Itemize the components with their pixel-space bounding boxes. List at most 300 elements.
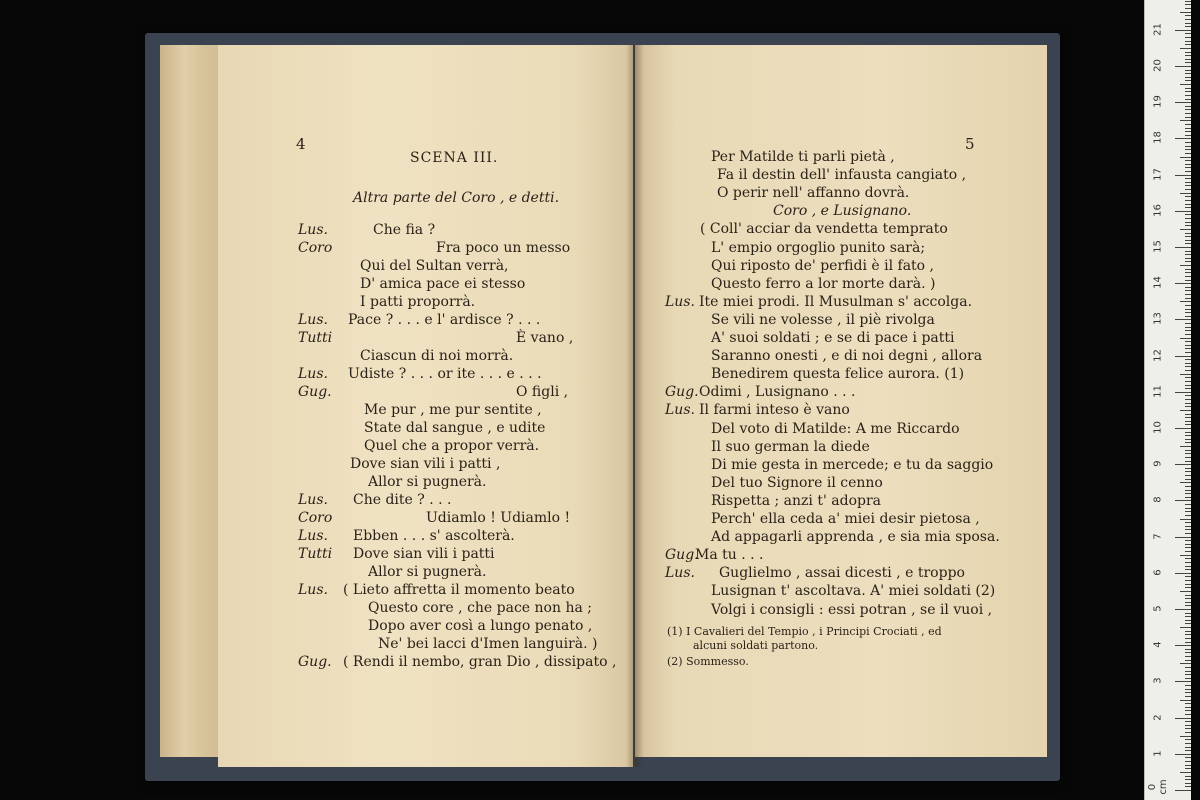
ruler-label: 4 [1152,641,1164,648]
ruler-tick [1185,196,1191,197]
ruler-tick [1185,511,1191,512]
ruler-tick [1185,294,1191,295]
ruler-tick [1185,417,1191,418]
ruler-label: 15 [1152,240,1164,253]
ruler-tick [1185,298,1191,299]
ruler-tick [1175,464,1191,465]
left-page [218,45,633,767]
ruler-tick [1185,424,1191,425]
ruler-tick [1180,772,1191,773]
ruler-tick [1185,714,1191,715]
ruler-label: 11 [1152,384,1164,398]
ruler-tick [1185,269,1191,270]
speaker-label: Lus. [298,492,328,508]
ruler-label: 10 [1152,421,1164,434]
ruler-tick [1185,728,1191,729]
ruler-tick [1185,334,1191,335]
ruler-tick [1185,222,1191,223]
ruler-tick [1185,471,1191,472]
ruler-tick [1185,124,1191,125]
ruler-tick [1185,450,1191,451]
ruler-tick [1185,660,1191,661]
ruler-tick [1185,117,1191,118]
ruler-label: 13 [1152,312,1164,326]
verse-line: Ciascun di noi morrà. [360,348,514,364]
verse-line: Benedirem questa felice aurora. (1) [711,366,965,383]
ruler-tick [1185,106,1191,107]
verse-line: Volgi i consigli : essi potran , se il vuoi , [711,601,993,618]
verse-line: Che fia ? [373,222,436,238]
ruler-tick [1185,569,1191,570]
speaker-label: Gug. [665,547,699,564]
ruler-tick [1185,280,1191,281]
ruler-tick [1185,33,1191,34]
verse-line: Perch' ella ceda a' miei desir pietosa , [711,511,980,527]
ruler-tick [1185,576,1191,577]
ruler-tick [1185,486,1191,487]
ruler-tick [1175,247,1191,248]
ruler-tick [1185,135,1191,136]
speaker-label: Tutti [298,330,333,346]
verse-line: Del voto di Matilde: A me Riccardo [711,420,960,437]
ruler-label: 20 [1152,59,1164,72]
ruler-tick [1185,167,1191,168]
verse-line: Ma tu . . . [695,547,764,564]
ruler-tick [1185,185,1191,186]
ruler-tick [1185,667,1191,668]
verse-line: O perir nell' affanno dovrà. [717,185,910,202]
ruler-label: 17 [1152,167,1164,181]
stage-direction: Coro , e Lusignano. [773,203,912,220]
verse-line: L' empio orgoglio punito sarà; [711,239,926,256]
ruler-tick [1185,678,1191,679]
ruler-tick [1185,710,1191,711]
ruler-tick [1185,707,1191,708]
measuring-ruler [1144,0,1191,800]
ruler-tick [1185,363,1191,364]
ruler-tick [1180,555,1191,556]
ruler-label: 1 [1152,750,1164,757]
ruler-label: 16 [1152,203,1164,217]
right-page [635,45,1047,757]
ruler-tick [1185,406,1191,407]
ruler-tick [1185,631,1191,632]
verse-line: Del tuo Signore il cenno [711,474,883,491]
ruler-tick [1185,468,1191,469]
ruler-tick [1175,790,1191,791]
ruler-tick [1185,649,1191,650]
ruler-label: 19 [1152,95,1164,109]
ruler-tick [1185,432,1191,433]
verse-line: Quel che a propor verrà. [364,438,540,454]
ruler-tick [1185,385,1191,386]
ruler-tick [1185,309,1191,310]
ruler-tick [1180,120,1191,121]
ruler-tick [1175,283,1191,284]
ruler-tick [1185,696,1191,697]
speaker-label: Coro [298,240,333,256]
ruler-tick [1185,381,1191,382]
verse-line: ( Lieto affretta il momento beato [343,582,575,598]
ruler-tick [1185,19,1191,20]
ruler-tick [1185,479,1191,480]
verse-line: Rispetta ; anzi t' adopra [711,492,881,509]
ruler-tick [1185,439,1191,440]
book-gutter [626,45,644,767]
ruler-tick [1180,700,1191,701]
verse-line: Ne' bei lacci d'Imen languirà. ) [378,636,598,652]
ruler-tick [1185,109,1191,110]
verse-line: Guglielmo , assai dicesti , e troppo [719,565,965,582]
ruler-tick [1185,671,1191,672]
ruler-tick [1185,251,1191,252]
speaker-label: Lus. [298,582,328,598]
ruler-tick [1180,193,1191,194]
verse-line: Ite miei prodi. Il Musulman s' accolga. [699,293,973,310]
verse-line: Saranno onesti , e di noi degni , allora [711,348,983,365]
ruler-tick [1185,359,1191,360]
ruler-tick [1185,395,1191,396]
ruler-tick [1185,207,1191,208]
ruler-tick [1185,23,1191,24]
ruler-tick [1180,157,1191,158]
ruler-tick [1180,48,1191,49]
ruler-tick [1185,623,1191,624]
ruler-tick [1185,218,1191,219]
speaker-label: Lus. [665,402,695,419]
ruler-tick [1185,243,1191,244]
ruler-tick [1185,62,1191,63]
ruler-tick [1185,674,1191,675]
speaker-label: Lus. [298,312,328,328]
ruler-tick [1185,131,1191,132]
ruler-tick [1185,352,1191,353]
ruler-tick [1175,319,1191,320]
ruler-tick [1185,146,1191,147]
ruler-tick [1175,66,1191,67]
ruler-tick [1180,482,1191,483]
ruler-tick [1185,522,1191,523]
verse-line: Fra poco un messo [436,240,571,256]
ruler-tick [1185,88,1191,89]
ruler-tick [1185,290,1191,291]
ruler-tick [1180,12,1191,13]
verse-line: Se vili ne volesse , il piè rivolga [711,311,935,328]
ruler-tick [1185,634,1191,635]
ruler-tick [1185,99,1191,100]
ruler-tick [1185,171,1191,172]
ruler-tick [1185,44,1191,45]
verse-line: Questo core , che pace non ha ; [368,600,592,616]
ruler-tick [1185,41,1191,42]
ruler-tick [1180,84,1191,85]
left-page-number: 4 [296,135,306,153]
verse-line: Me pur , me pur sentite , [364,402,542,418]
ruler-tick [1180,519,1191,520]
ruler-tick [1185,73,1191,74]
ruler-tick [1185,399,1191,400]
ruler-tick [1175,356,1191,357]
ruler-tick [1185,341,1191,342]
ruler-tick [1185,261,1191,262]
ruler-tick [1180,663,1191,664]
verse-line: Il farmi inteso è vano [699,402,850,419]
ruler-tick [1185,26,1191,27]
ruler-tick [1185,80,1191,81]
verse-line: Di mie gesta in mercede; e tu da saggio [711,456,994,473]
ruler-tick [1175,754,1191,755]
verse-line: Lusignan t' ascoltava. A' miei soldati (2) [711,583,996,600]
ruler-tick [1185,453,1191,454]
verse-line: Odimi , Lusignano . . . [699,384,856,401]
ruler-tick [1185,616,1191,617]
ruler-tick [1185,739,1191,740]
ruler-label: 5 [1152,605,1164,612]
verse-line: Dove sian vili i patti [353,546,495,562]
ruler-tick [1185,656,1191,657]
ruler-tick [1185,236,1191,237]
footnote-2: (2) Sommesso. [667,655,749,668]
right-page-number: 5 [965,135,975,153]
ruler-tick [1185,442,1191,443]
ruler-tick [1185,515,1191,516]
ruler-tick [1185,240,1191,241]
ruler-tick [1185,689,1191,690]
ruler-tick [1185,70,1191,71]
ruler-tick [1185,551,1191,552]
ruler-tick [1185,258,1191,259]
ruler-tick [1185,77,1191,78]
ruler-tick [1185,178,1191,179]
ruler-tick [1185,779,1191,780]
ruler-tick [1185,497,1191,498]
speaker-label: Gug. [298,654,332,670]
ruler-tick [1175,609,1191,610]
verse-line: Dove sian vili i patti , [350,456,501,472]
ruler-tick [1185,504,1191,505]
ruler-tick [1185,757,1191,758]
ruler-tick [1185,638,1191,639]
ruler-tick [1185,595,1191,596]
ruler-tick [1185,768,1191,769]
footnote-1-cont: alcuni soldati partono. [693,639,819,652]
verse-line: I patti proporrà. [360,294,476,310]
ruler-tick [1185,529,1191,530]
ruler-tick [1185,330,1191,331]
ruler-tick [1175,175,1191,176]
verse-line: D' amica pace ei stesso [360,276,526,292]
ruler-tick [1185,37,1191,38]
ruler-tick [1185,435,1191,436]
ruler-tick [1180,627,1191,628]
ruler-tick [1185,370,1191,371]
verse-line: Pace ? . . . e l' ardisce ? . . . [348,312,541,328]
ruler-label: 7 [1152,532,1164,540]
ruler-tick [1185,421,1191,422]
speaker-label: Lus. [665,293,695,310]
ruler-label: 18 [1152,131,1164,145]
ruler-tick [1185,323,1191,324]
ruler-tick [1180,410,1191,411]
ruler-tick [1175,500,1191,501]
verse-line: È vano , [516,330,574,346]
ruler-tick [1185,388,1191,389]
ruler-tick [1185,598,1191,599]
verse-line: Allor si pugnerà. [368,564,487,580]
ruler-tick [1185,508,1191,509]
ruler-tick [1185,272,1191,273]
ruler-tick [1185,750,1191,751]
ruler-tick [1185,327,1191,328]
ruler-tick [1185,457,1191,458]
ruler-tick [1185,703,1191,704]
verse-line: Qui del Sultan verrà, [360,258,509,274]
verse-line: Udiste ? . . . or ite . . . e . . . [348,366,542,382]
ruler-tick [1185,765,1191,766]
ruler-tick [1185,91,1191,92]
ruler-tick [1185,1,1191,2]
ruler-tick [1180,265,1191,266]
ruler-tick [1180,446,1191,447]
verse-line: Ad appagarli apprenda , e sia mia sposa. [711,529,1000,546]
ruler-tick [1185,287,1191,288]
ruler-tick [1185,160,1191,161]
ruler-tick [1185,580,1191,581]
ruler-tick [1185,345,1191,346]
ruler-tick [1175,102,1191,103]
ruler-tick [1185,52,1191,53]
ruler-tick [1185,276,1191,277]
stage-direction: Altra parte del Coro , e detti. [353,190,560,206]
ruler-tick [1185,182,1191,183]
ruler-tick [1180,374,1191,375]
ruler-tick [1185,725,1191,726]
ruler-tick [1185,490,1191,491]
ruler-tick [1185,584,1191,585]
ruler-tick [1185,164,1191,165]
ruler-tick [1175,718,1191,719]
ruler-tick [1185,540,1191,541]
ruler-tick [1185,692,1191,693]
ruler-tick [1185,544,1191,545]
ruler-tick [1185,189,1191,190]
ruler-label: 3 [1152,677,1164,685]
ruler-tick [1185,642,1191,643]
ruler-tick [1185,225,1191,226]
verse-line: Ebben . . . s' ascolterà. [353,528,515,544]
ruler-tick [1185,613,1191,614]
ruler-tick [1185,4,1191,5]
speaker-label: Lus. [298,528,328,544]
verse-line: Dopo aver così a lungo penato , [368,618,593,634]
speaker-label: Lus. [665,565,695,582]
ruler-tick [1185,475,1191,476]
ruler-tick [1185,366,1191,367]
ruler-tick [1185,305,1191,306]
ruler-tick [1185,461,1191,462]
ruler-label: 12 [1152,348,1164,362]
ruler-tick [1185,312,1191,313]
ruler-tick [1185,685,1191,686]
ruler-tick [1185,652,1191,653]
ruler-label: 21 [1152,22,1164,36]
ruler-tick [1175,392,1191,393]
ruler-label: 9 [1152,460,1164,467]
ruler-tick [1185,113,1191,114]
ruler-tick [1185,587,1191,588]
ruler-tick [1185,493,1191,494]
ruler-tick [1185,204,1191,205]
ruler-tick [1185,128,1191,129]
ruler-tick [1185,377,1191,378]
ruler-tick [1180,736,1191,737]
speaker-label: Lus. [298,222,328,238]
ruler-label: 2 [1152,713,1164,721]
ruler-tick [1175,645,1191,646]
footnote-1: (1) I Cavalieri del Tempio , i Principi Crociati , ed [667,625,942,638]
ruler-tick [1185,526,1191,527]
ruler-tick [1185,153,1191,154]
ruler-tick [1185,783,1191,784]
scene-title: SCENA III. [410,150,499,166]
ruler-tick [1185,233,1191,234]
ruler-tick [1185,8,1191,9]
speaker-label: Lus. [298,366,328,382]
ruler-tick [1185,142,1191,143]
ruler-tick [1185,786,1191,787]
speaker-label: Gug. [665,384,699,401]
ruler-tick [1185,602,1191,603]
verse-line: State dal sangue , e udite [364,420,546,436]
ruler-label: 8 [1152,496,1164,504]
ruler-tick [1185,747,1191,748]
ruler-tick [1185,620,1191,621]
ruler-tick [1185,558,1191,559]
ruler-tick [1175,537,1191,538]
verse-line: Che dite ? . . . [353,492,452,508]
speaker-label: Coro [298,510,333,526]
verse-line: Qui riposto de' perfidi è il fato , [711,257,935,274]
ruler-label: 6 [1152,569,1164,576]
ruler-tick [1180,338,1191,339]
ruler-tick [1185,414,1191,415]
verse-line: Il suo german la diede [711,438,870,455]
ruler-tick [1185,348,1191,349]
verse-line: Allor si pugnerà. [368,474,487,490]
ruler-tick [1185,566,1191,567]
verse-line: ( Rendi il nembo, gran Dio , dissipato , [343,654,617,670]
ruler-tick [1185,15,1191,16]
verse-line: O figli , [516,384,569,400]
ruler-tick [1185,732,1191,733]
verse-line: Udiamlo ! Udiamlo ! [426,510,571,526]
verse-line: ( Coll' acciar da vendetta temprato [700,221,948,238]
ruler-tick [1185,214,1191,215]
speaker-label: Tutti [298,546,333,562]
ruler-tick [1185,59,1191,60]
verse-line: Fa il destin dell' infausta cangiato , [717,167,967,184]
ruler-tick [1185,55,1191,56]
ruler-tick [1185,721,1191,722]
ruler-label: 14 [1152,276,1164,290]
ruler-tick [1175,573,1191,574]
ruler-tick [1185,149,1191,150]
ruler-tick [1180,229,1191,230]
ruler-tick [1185,743,1191,744]
ruler-tick [1185,95,1191,96]
verse-line: Questo ferro a lor morte darà. ) [711,275,936,292]
verse-line: Per Matilde ti parli pietà , [711,149,895,165]
